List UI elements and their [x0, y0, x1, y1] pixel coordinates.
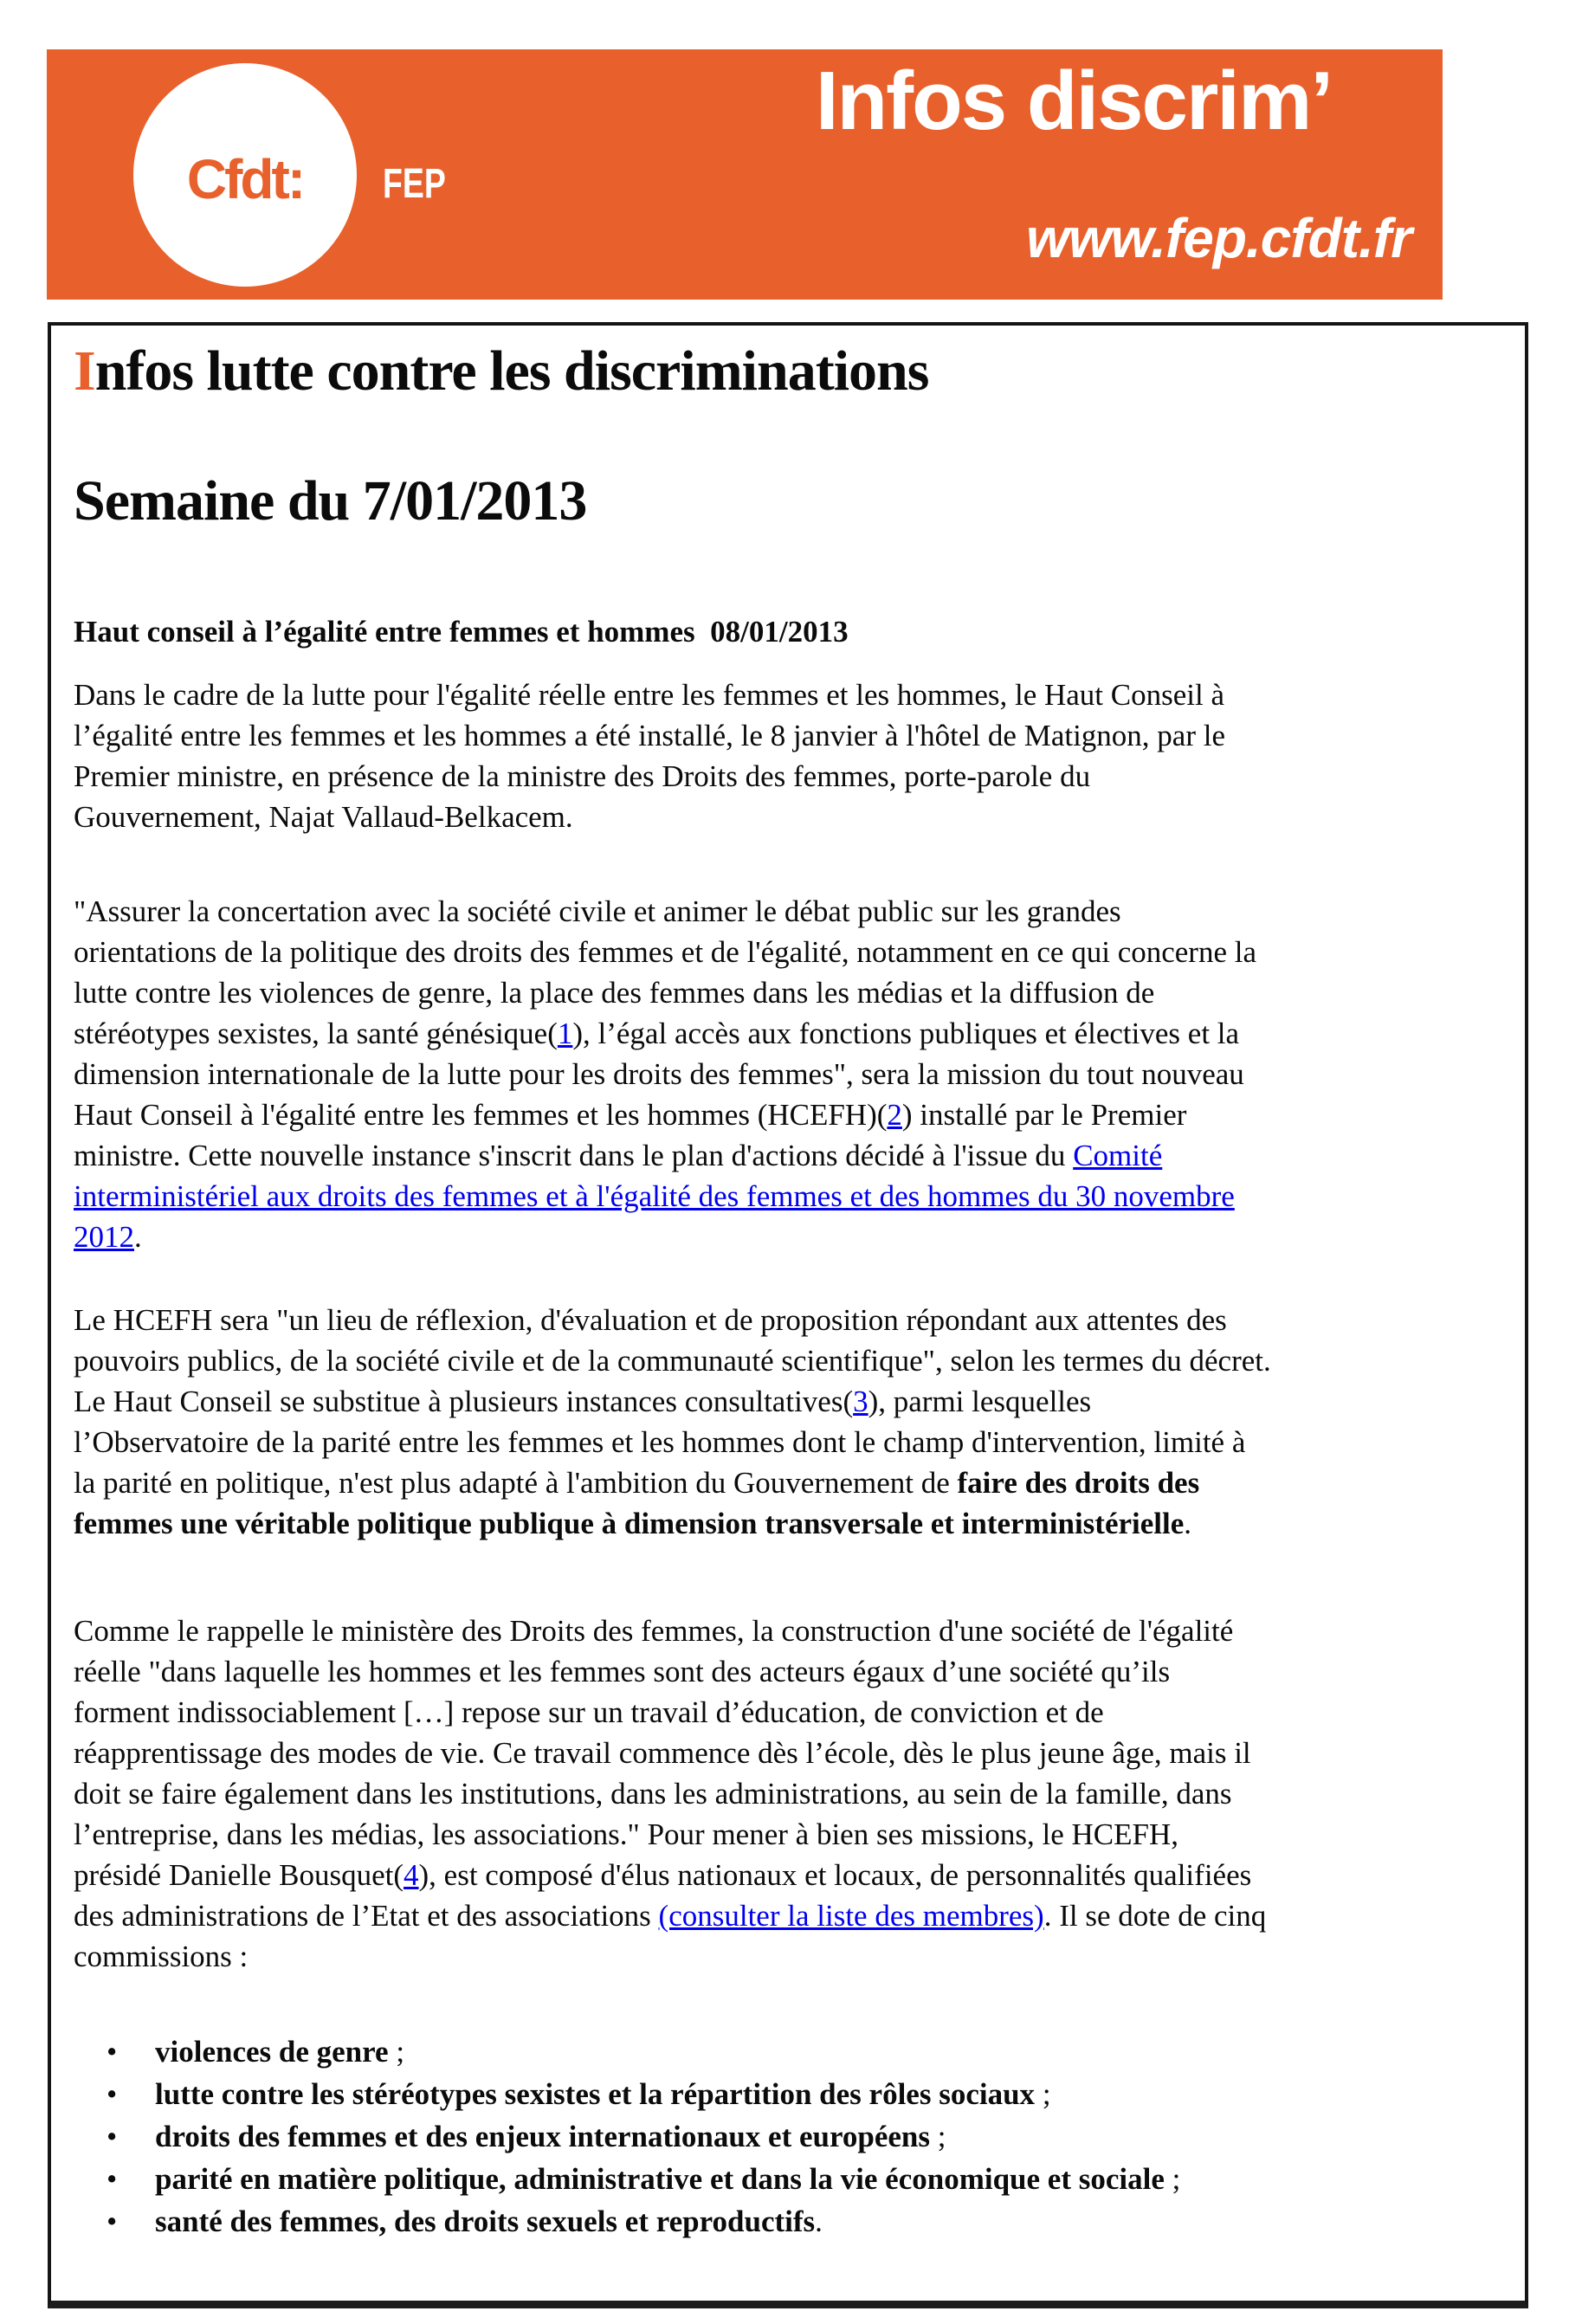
text-run: ; [388, 2035, 405, 2069]
text-run: commissions : [74, 1940, 249, 1973]
commissions-list [74, 2030, 1501, 2243]
inline-link[interactable]: interministériel aux droits des femmes et à l'égalité des femmes et des hommes du 30 novembre [74, 1179, 1235, 1213]
paragraph-4 [74, 1611, 1501, 1977]
text-run: l’égalité entre les femmes et les hommes a été installé, le 8 janvier à l'hôtel de Matignon, par le [74, 719, 1225, 752]
document-page [48, 322, 1528, 2308]
bold-text: femmes une véritable politique publique à dimension transversale et interministérielle [74, 1507, 1185, 1540]
text-run: . [134, 1220, 142, 1254]
inline-link[interactable]: 3 [853, 1385, 868, 1418]
text-run: Premier ministre, en présence de la ministre des Droits des femmes, porte-parole du [74, 759, 1091, 793]
paragraph-2 [74, 891, 1501, 1257]
text-run: présidé Danielle Bousquet( [74, 1858, 404, 1892]
text-run: stéréotypes sexistes, la santé génésique( [74, 1017, 558, 1050]
inline-link[interactable]: 2012 [74, 1220, 134, 1254]
text-run: nfos lutte contre les discriminations [94, 339, 929, 403]
text-run: Le HCEFH sera "un lieu de réflexion, d'évaluation et de proposition répondant aux attentes des [74, 1303, 1227, 1337]
text-run: Gouvernement, Najat Vallaud-Belkacem. [74, 800, 573, 834]
text-run: réelle "dans laquelle les hommes et les femmes sont des acteurs égaux d’une société qu’ils [74, 1655, 1171, 1688]
accent-letter: I [74, 339, 95, 403]
bold-text: parité en matière politique, administrative et dans la vie économique et sociale [155, 2162, 1165, 2196]
text-run: ministre. Cette nouvelle instance s'inscrit dans le plan d'actions décidé à l'issue du [74, 1139, 1074, 1172]
inline-link[interactable]: 2 [887, 1098, 902, 1132]
text-run: pouvoirs publics, de la société civile et de la communauté scientifique", selon les termes du décret. [74, 1344, 1271, 1378]
text-run: forment indissociablement […] repose sur un travail d’éducation, de conviction et de [74, 1695, 1104, 1729]
text-run: orientations de la politique des droits des femmes et de l'égalité, notamment en ce qui concerne la [74, 935, 1256, 969]
bullet-icon: • [107, 2162, 118, 2196]
text-run: . [815, 2205, 823, 2238]
bold-text: violences de genre [155, 2035, 389, 2069]
list-item [74, 2200, 1501, 2243]
bullet-icon: • [107, 2077, 118, 2111]
doc-week-title: Semaine du 7/01/2013 [74, 469, 587, 533]
fep-label: FEP [383, 161, 446, 207]
bold-text: santé des femmes, des droits sexuels et reproductifs [155, 2205, 816, 2238]
cfdt-logo-text: Cfdt: [186, 148, 304, 210]
bullet-icon: • [107, 2120, 118, 2153]
section-heading: Haut conseil à l’égalité entre femmes et hommes 08/01/2013 [74, 615, 849, 649]
text-run: Comme le rappelle le ministère des Droits des femmes, la construction d'une société de l'égalité [74, 1614, 1234, 1648]
text-run: l’entreprise, dans les médias, les associations." Pour mener à bien ses missions, le HCEFH, [74, 1817, 1179, 1851]
text-run: l’Observatoire de la parité entre les femmes et les hommes dont le champ d'intervention, limité à [74, 1425, 1246, 1459]
list-item-text [155, 2120, 946, 2153]
text-run: . [1184, 1507, 1192, 1540]
cfdt-logo [133, 63, 357, 287]
list-item-text [155, 2162, 1180, 2196]
text-run: réapprentissage des modes de vie. Ce travail commence dès l’école, dès le plus jeune âge, mais il [74, 1736, 1251, 1770]
text-run: des administrations de l’Etat et des associations [74, 1899, 659, 1933]
paragraph-1 [74, 675, 1501, 837]
bold-text: droits des femmes et des enjeux internationaux et européens [155, 2120, 931, 2153]
list-item-text [155, 2205, 823, 2238]
text-run: ) installé par le Premier [901, 1098, 1187, 1132]
text-run: ), parmi lesquelles [868, 1385, 1092, 1418]
list-item-text [155, 2035, 404, 2069]
text-run: . Il se dote de cinq [1043, 1899, 1267, 1933]
banner-title: Infos discrim’ [815, 55, 1332, 147]
text-run: ; [1035, 2077, 1051, 2111]
inline-link[interactable]: 1 [557, 1017, 573, 1050]
text-run: Le Haut Conseil se substitue à plusieurs instances consultatives( [74, 1385, 854, 1418]
text-run: dimension internationale de la lutte pour les droits des femmes", sera la mission du tout nouveau [74, 1057, 1244, 1091]
text-run: ; [1164, 2162, 1181, 2196]
text-run: "Assurer la concertation avec la société civile et animer le débat public sur les grandes [74, 894, 1121, 928]
list-item [74, 2158, 1501, 2200]
doc-title [74, 341, 1501, 402]
text-run: la parité en politique, n'est plus adapté à l'ambition du Gouvernement de [74, 1466, 958, 1500]
list-item [74, 2115, 1501, 2158]
newsletter-banner [47, 49, 1443, 300]
text-run: ), est composé d'élus nationaux et locaux, de personnalités qualifiées [418, 1858, 1252, 1892]
inline-link[interactable]: (consulter la liste des membres) [658, 1899, 1044, 1933]
text-run: doit se faire également dans les institutions, dans les administrations, au sein de la famille, dans [74, 1777, 1232, 1811]
bold-text: faire des droits des [957, 1466, 1200, 1500]
paragraph-3 [74, 1300, 1501, 1544]
list-item-text [155, 2077, 1051, 2111]
bullet-icon: • [107, 2035, 118, 2069]
text-run: ; [930, 2120, 946, 2153]
banner-url: www.fep.cfdt.fr [1026, 207, 1411, 269]
bullet-icon: • [107, 2205, 118, 2238]
list-item [74, 2073, 1501, 2115]
text-run: Dans le cadre de la lutte pour l'égalité réelle entre les femmes et les hommes, le Haut Conseil à [74, 678, 1225, 712]
inline-link[interactable]: 4 [404, 1858, 419, 1892]
text-run: Haut Conseil à l'égalité entre les femmes et les hommes (HCEFH)( [74, 1098, 888, 1132]
text-run: ), l’égal accès aux fonctions publiques et électives et la [572, 1017, 1240, 1050]
bold-text: lutte contre les stéréotypes sexistes et la répartition des rôles sociaux [155, 2077, 1036, 2111]
text-run: lutte contre les violences de genre, la place des femmes dans les médias et la diffusion de [74, 976, 1155, 1010]
inline-link[interactable]: Comité [1073, 1139, 1163, 1172]
list-item [74, 2030, 1501, 2073]
